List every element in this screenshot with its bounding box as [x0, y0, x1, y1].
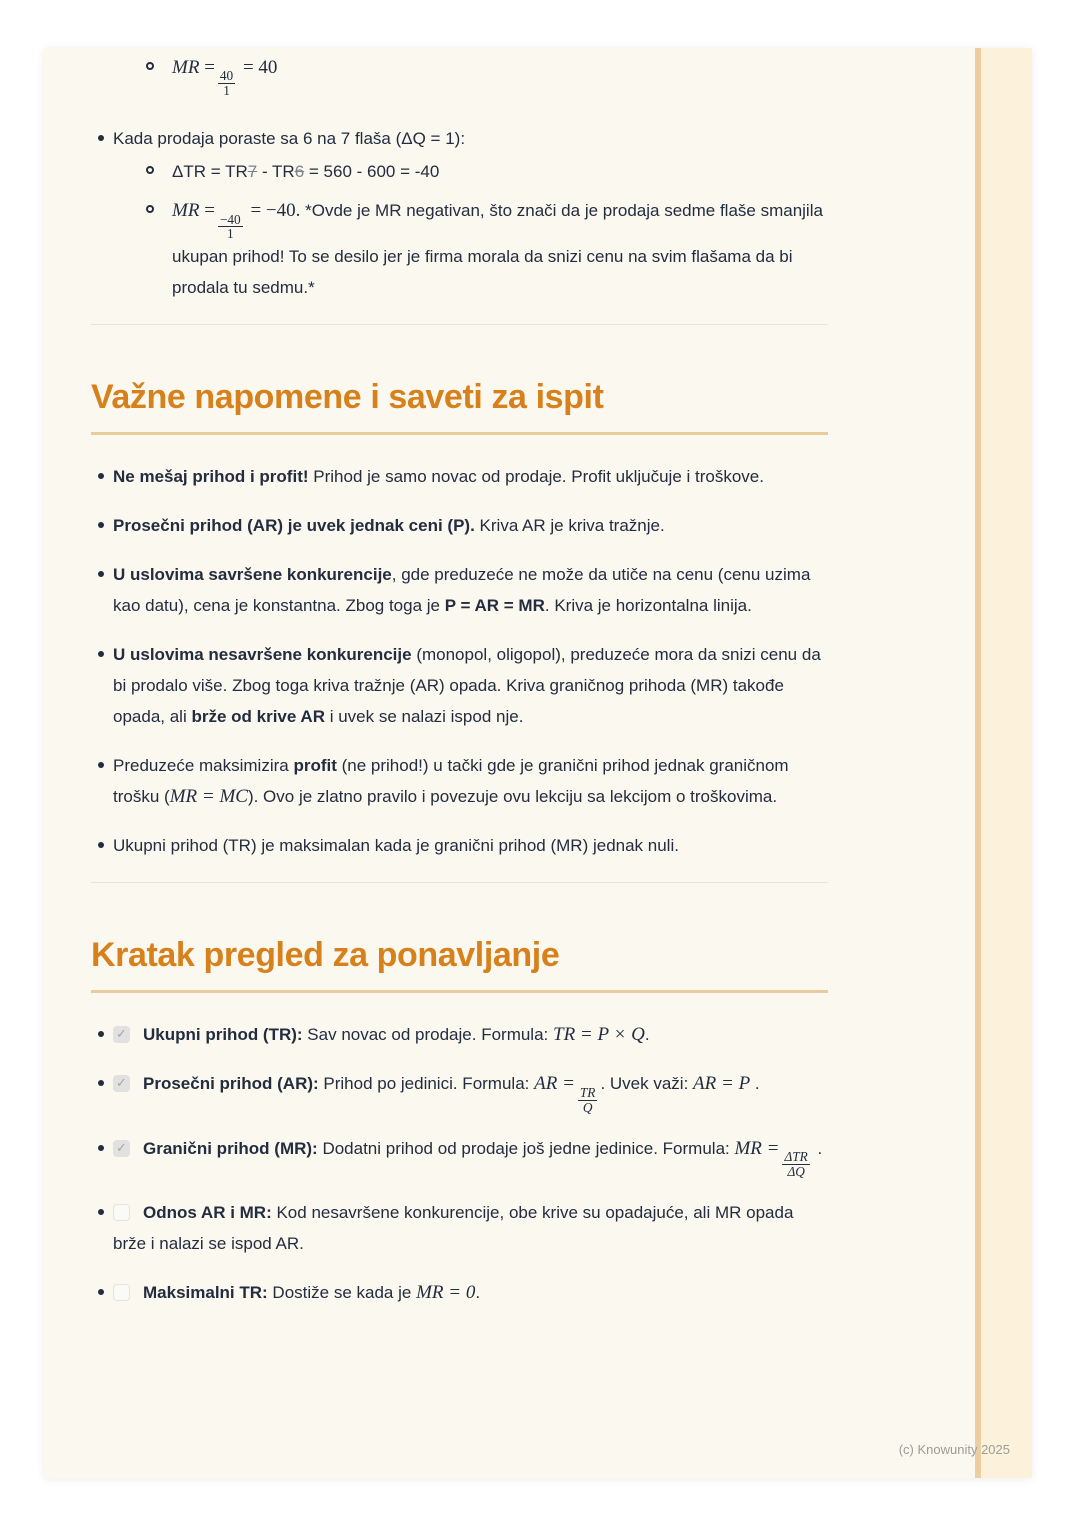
math-result: = −40. [250, 200, 301, 222]
math-eq: = [204, 200, 215, 222]
bullet-text: Kada prodaja poraste sa 6 na 7 flaša (ΔQ = 1): [113, 129, 466, 149]
bold-text: Prosečni prihod (AR) je uvek jednak ceni (P). [113, 516, 475, 536]
bullet-text: . Kriva je horizontalna linija. [544, 596, 752, 616]
inline-math: TR = P × Q [553, 1024, 645, 1046]
bullet-item [91, 830, 828, 861]
section-title-vazne-napomene: Važne napomene i saveti za ispit [91, 378, 604, 417]
fraction-numerator: −40 [219, 211, 241, 227]
checklist-item [91, 1019, 828, 1050]
strikethrough-digit: 7 [247, 162, 258, 182]
bullet-text: Prihod je samo novac od prodaje. Profit uključuje i troškove. [308, 467, 764, 487]
checkbox[interactable] [113, 1075, 130, 1092]
bold-text: U uslovima savršene konkurencije [113, 565, 392, 585]
checklist-item [91, 1068, 828, 1114]
fraction-denominator: 1 [226, 226, 234, 242]
fraction-denominator: ΔQ [787, 1163, 805, 1179]
checkbox[interactable] [113, 1204, 130, 1221]
math-var: MR [172, 200, 200, 222]
checklist-item [91, 1277, 828, 1308]
checklist-item [91, 1133, 828, 1179]
bullet-text: , gde preduzeće ne može da utiče na cenu (cenu uzima kao datu), cena je konstantna. Zbog toga je [113, 565, 811, 616]
intro-list [91, 123, 828, 303]
bullet-item [91, 639, 828, 732]
item-text: Sav novac od prodaje. Formula: [302, 1025, 553, 1045]
math-var: MR = [734, 1137, 780, 1159]
bold-text: U uslovima nesavršene konkurencije [113, 645, 412, 665]
bullet-item-kada-prodaja [91, 123, 828, 303]
math-result: = 40 [242, 57, 278, 78]
fraction-denominator: Q [582, 1099, 593, 1115]
item-text: Kod nesavršene konkurencije, obe krive su opadajuće, ali MR opada brže i nalazi se ispod AR. [113, 1202, 794, 1253]
bullet-item [91, 510, 828, 541]
formula [172, 200, 301, 242]
item-text: Dodatni prihod od prodaje još jedne jedinice. Formula: [317, 1138, 735, 1158]
item-text: Dostiže se kada je [267, 1282, 417, 1302]
math-var: MR [172, 57, 200, 78]
formula-part: - TR [257, 162, 295, 182]
math-line-mr-negative [146, 195, 828, 303]
fraction-numerator: TR [579, 1084, 596, 1100]
formula [172, 162, 439, 181]
checkbox[interactable] [113, 1284, 130, 1301]
bullet-text: (monopol, oligopol), preduzeće mora da snizi cenu da bi prodalo više. Zbog toga kriva tražnje (AR) opada. Kriva graničnog prihoda (MR) takođe opada, ali [113, 645, 821, 727]
document-page [44, 48, 1032, 1478]
section-divider [91, 324, 828, 325]
strikethrough-digit: 6 [294, 162, 305, 182]
item-text: . [644, 1025, 650, 1045]
bullet-text: Ukupni prihod (TR) je maksimalan kada je granični prihod (MR) jednak nuli. [113, 836, 679, 856]
section-title-kratak-pregled: Kratak pregled za ponavljanje [91, 936, 560, 975]
review-checklist [91, 1019, 828, 1307]
title-underline-rule [91, 432, 828, 435]
formula [172, 57, 278, 99]
note-text: *Ovde je MR negativan, što znači da je prodaja sedme flaše smanjila ukupan prihod! To se desilo jer je firma morala da snizi cenu na svim flašama da bi prodala tu sedmu.* [172, 201, 823, 298]
formula-part: ΔTR = TR [172, 162, 248, 182]
item-label: Odnos AR i MR: [143, 1202, 272, 1222]
section-divider [91, 882, 828, 883]
fraction-denominator: 1 [223, 83, 230, 99]
footer-credit: (c) Knowunity 2025 [898, 1442, 1010, 1457]
bold-text: P = AR = MR [444, 596, 545, 616]
title-underline-rule [91, 990, 828, 993]
checkbox[interactable] [113, 1026, 130, 1043]
bullet-text: ). Ovo je zlatno pravilo i povezuje ovu lekciju sa lekcijom o troškovima. [247, 787, 778, 807]
formula-part: = 560 - 600 = -40 [304, 162, 440, 182]
item-label: Granični prihod (MR): [143, 1138, 318, 1158]
fraction [782, 1150, 809, 1179]
formula [534, 1073, 600, 1115]
math-line-mr-40 [146, 52, 828, 98]
fraction [578, 1086, 598, 1115]
fraction-numerator: 40 [219, 68, 234, 84]
intro-nested-list [146, 156, 828, 303]
notes-bullet-list [91, 461, 828, 861]
bullet-item [91, 750, 828, 812]
item-label: Maksimalni TR: [143, 1282, 268, 1302]
math-var: AR = [534, 1073, 575, 1095]
bullet-text: Kriva AR je kriva tražnje. [474, 516, 665, 536]
checkbox[interactable] [113, 1140, 130, 1157]
bullet-text: i uvek se nalazi ispod nje. [324, 707, 524, 727]
item-text: . [750, 1074, 760, 1094]
intro-sub-list [146, 52, 828, 98]
item-text: . Uvek važi: [600, 1074, 694, 1094]
item-label: Prosečni prihod (AR): [143, 1074, 319, 1094]
fraction-numerator: ΔTR [784, 1148, 808, 1164]
inline-math: MR = MC [169, 786, 248, 808]
math-eq: = [204, 57, 215, 78]
bullet-text: (ne prihod!) u tački gde je granični prihod jednak graničnom trošku ( [113, 756, 789, 807]
bullet-item [91, 559, 828, 621]
page-content [44, 48, 1032, 1308]
item-text: Prihod po jedinici. Formula: [318, 1074, 535, 1094]
math-line-delta-tr [146, 156, 828, 187]
inline-math: AR = P [693, 1073, 751, 1095]
bold-text: Ne mešaj prihod i profit! [113, 467, 309, 487]
item-text: . [812, 1138, 823, 1158]
item-label: Ukupni prihod (TR): [143, 1025, 303, 1045]
item-text: . [475, 1282, 481, 1302]
bold-text: brže od krive AR [191, 707, 325, 727]
bold-text: profit [293, 756, 337, 776]
fraction [218, 69, 235, 98]
bullet-text: Preduzeće maksimizira [113, 756, 294, 776]
checklist-item [91, 1197, 828, 1259]
inline-math: MR = 0 [416, 1281, 476, 1303]
fraction [218, 213, 243, 242]
bullet-item [91, 461, 828, 492]
